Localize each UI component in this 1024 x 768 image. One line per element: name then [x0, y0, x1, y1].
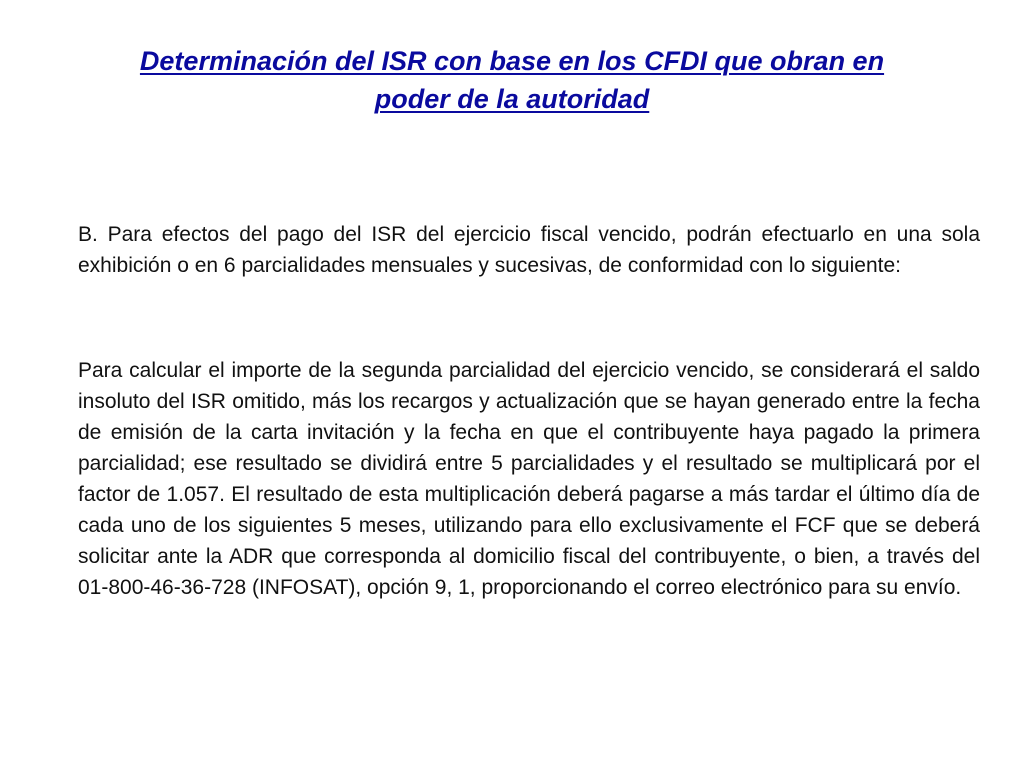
slide-title: Determinación del ISR con base en los CFDI que obran en poder de la autoridad	[139, 46, 885, 114]
paragraph-second-installment-calculation: Para calcular el importe de la segunda parcialidad del ejercicio vencido, se considerará el saldo insoluto del ISR omitido, más los recargos y actualización que se hayan generado entre la fecha de emisión de la carta invitación y la fecha en que el contribuyente haya pagado la primera parcialidad; ese resultado se dividirá entre 5 parcialidades y el resultado se multiplicará por el factor de 1.057. El resultado de esta multiplicación deberá pagarse a más tardar el último día de cada uno de los siguientes 5 meses, utilizando para ello exclusivamente el FCF que se deberá solicitar ante la ADR que corresponda al domicilio fiscal del contribuyente, o bien, a través del 01-800-46-36-728 (INFOSAT), opción 9, 1, proporcionando el correo electrónico para su envío.	[78, 359, 980, 599]
paragraph-payment-options: B. Para efectos del pago del ISR del ejercicio fiscal vencido, podrán efectuarlo en una sola exhibición o en 6 parcialidades mensuales y sucesivas, de conformidad con lo siguiente:	[78, 223, 980, 277]
